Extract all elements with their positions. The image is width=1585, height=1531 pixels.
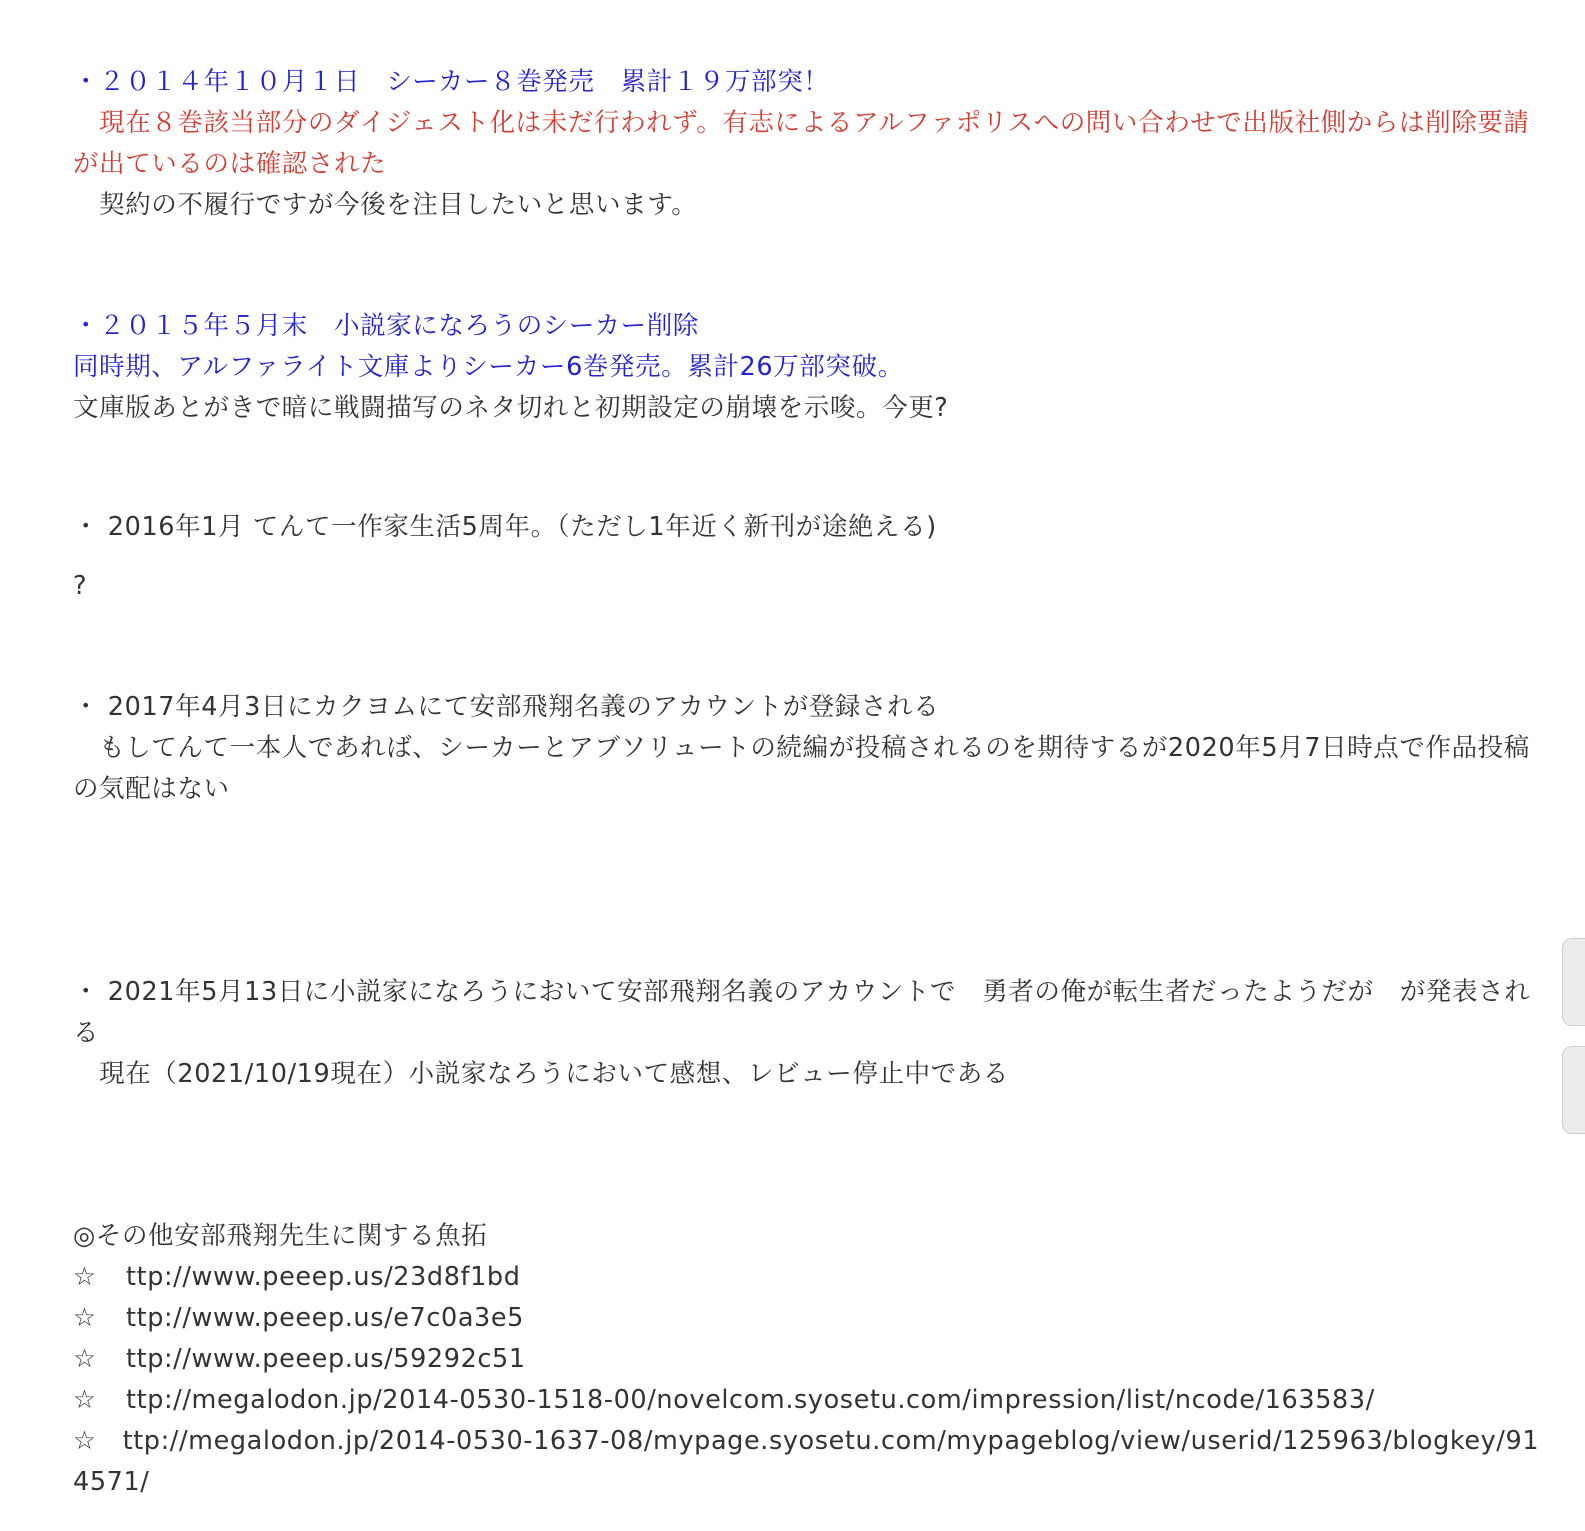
entry-2016-question: ? (73, 571, 88, 601)
archive-link: ttp://www.peeep.us/59292c51 (126, 1344, 526, 1374)
archive-link-wrapped (73, 1421, 1548, 1503)
entry-2017-title: ・ 2017年4月3日にカクヨムにて安部飛翔名義のアカウントが登録される (73, 692, 940, 722)
entry-2016-title: ・ 2016年1月 てんて一作家生活5周年。（ただし1年近く新刊が途絶える) (73, 512, 937, 542)
spacer (73, 226, 1548, 306)
article-body (73, 62, 1548, 1503)
archive-link: ttp://www.peeep.us/e7c0a3e5 (126, 1303, 524, 1333)
archive-link: ttp://megalodon.jp/2014-0530-1518-00/novelcom.syosetu.com/impression/list/ncode/163583/ (126, 1385, 1375, 1415)
side-scroll-tab-upper[interactable] (1562, 938, 1585, 1026)
spacer (73, 548, 1548, 566)
spacer (73, 810, 1548, 972)
archive-link-row (73, 1339, 1548, 1380)
entry-2015-sub: 同時期、アルファライト文庫よりシーカー6巻発売。累計26万部突破。 (73, 352, 904, 382)
entry-2014-note: 契約の不履行ですが今後を注目したいと思います。 (73, 190, 698, 220)
star-icon: ☆ (73, 1385, 97, 1415)
entry-2021-note: 現在（2021/10/19現在）小説家なろうにおいて感想、レビュー停止中である (73, 1059, 1009, 1089)
side-scroll-tab-lower[interactable] (1562, 1046, 1585, 1134)
archive-link: ttp://www.peeep.us/23d8f1bd (126, 1262, 521, 1292)
entry-2014-red-note: 現在８巻該当部分のダイジェスト化は未だ行われず。有志によるアルファポリスへの問い合わせで出版社側からは削除要請が出ているのは確認された (73, 108, 1530, 179)
archive-link-row (73, 1298, 1548, 1339)
archive-heading: ◎その他安部飛翔先生に関する魚拓 (73, 1221, 488, 1251)
star-icon: ☆ (73, 1303, 97, 1333)
entry-2017-note: もしてんて一本人であれば、シーカーとアブソリュートの続編が投稿されるのを期待するが2020年5月7日時点で作品投稿の気配はない (73, 733, 1530, 804)
entry-2015-note: 文庫版あとがきで暗に戦闘描写のネタ切れと初期設定の崩壊を示唆。今更? (73, 393, 949, 423)
star-icon: ☆ (73, 1344, 97, 1374)
star-gap (96, 1426, 122, 1456)
spacer (73, 1095, 1548, 1216)
entry-2021-title: ・ 2021年5月13日に小説家になろうにおいて安部飛翔名義のアカウントで 勇者の俺が転生者だったようだが が発表される (73, 977, 1531, 1048)
archive-link-row (73, 1380, 1548, 1421)
star-icon: ☆ (73, 1426, 97, 1456)
star-icon: ☆ (73, 1262, 97, 1292)
spacer (73, 607, 1548, 687)
entry-2015-title: ・２０１５年５月末 小説家になろうのシーカー削除 (73, 311, 699, 341)
archive-link: ttp://megalodon.jp/2014-0530-1637-08/mypage.syosetu.com/mypageblog/view/userid/125963/blogkey/914571/ (73, 1426, 1540, 1497)
archive-link-row (73, 1257, 1548, 1298)
spacer (73, 429, 1548, 507)
entry-2014-title: ・２０１４年１０月１日 シーカー８巻発売 累計１９万部突！ (73, 67, 830, 97)
